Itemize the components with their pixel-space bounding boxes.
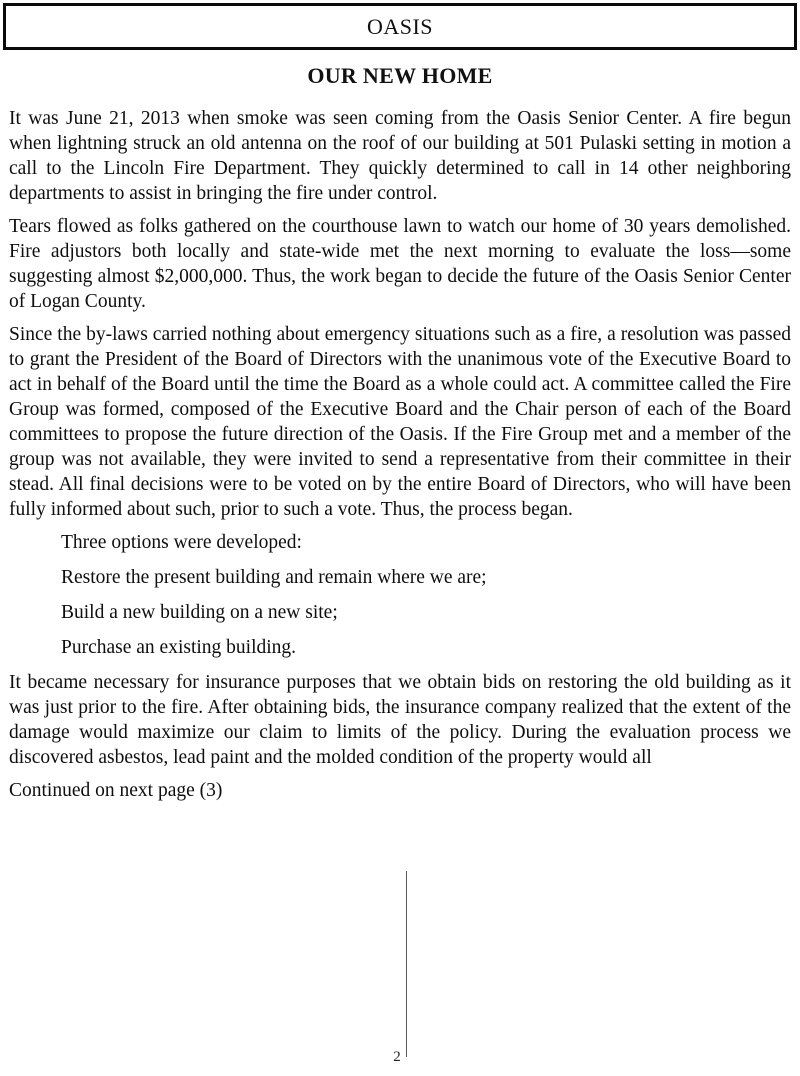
column-divider-line <box>406 871 407 1057</box>
page-number: 2 <box>393 1049 401 1065</box>
paragraph-fire-group: Since the by-laws carried nothing about emergency situations such as a fire, a resolution was passed to grant the President of the Board of Directors with the unanimous vote of the Executive Board to act in behalf of the Board until the time the Board as a whole could act. A committee called the Fire Group was formed, composed of the Executive Board and the Chair person of each of the Board committees to propose the future direction of the Oasis. If the Fire Group met and a member of the group was not available, they were invited to send a representative from their committee in their stead. All final decisions were to be voted on by the entire Board of Directors, who will have been fully informed about such, prior to such a vote. Thus, the process began. <box>9 324 791 520</box>
article-heading: OUR NEW HOME <box>307 63 493 88</box>
masthead-title: OASIS <box>366 13 434 39</box>
paragraph-demolition: Tears flowed as folks gathered on the courthouse lawn to watch our home of 30 years demolished. Fire adjustors both locally and state-wide met the next morning to evaluate the loss—some suggesting almost $2,000,000. Thus, the work began to decide the future of the Oasis Senior Center of Logan County. <box>9 216 791 312</box>
continued-note: Continued on next page (3) <box>9 780 223 801</box>
option-restore: Restore the present building and remain where we are; <box>61 567 487 588</box>
article-body <box>0 89 800 803</box>
options-intro: Three options were developed: <box>61 532 302 553</box>
paragraph-intro-fire: It was June 21, 2013 when smoke was seen coming from the Oasis Senior Center. A fire begun when lightning struck an old antenna on the roof of our building at 501 Pulaski setting in motion a call to the Lincoln Fire Department. They quickly determined to call in 14 other neighboring departments to assist in bringing the fire under control. <box>9 108 791 204</box>
option-build-new: Build a new building on a new site; <box>61 602 338 623</box>
masthead-box <box>3 3 797 50</box>
option-purchase: Purchase an existing building. <box>61 637 297 658</box>
options-list <box>9 530 791 660</box>
paragraph-insurance: It became necessary for insurance purposes that we obtain bids on restoring the old building as it was just prior to the fire. After obtaining bids, the insurance company realized that the extent of the damage would maximize our claim to limits of the policy. During the evaluation process we discovered asbestos, lead paint and the molded condition of the property would all <box>9 672 791 768</box>
